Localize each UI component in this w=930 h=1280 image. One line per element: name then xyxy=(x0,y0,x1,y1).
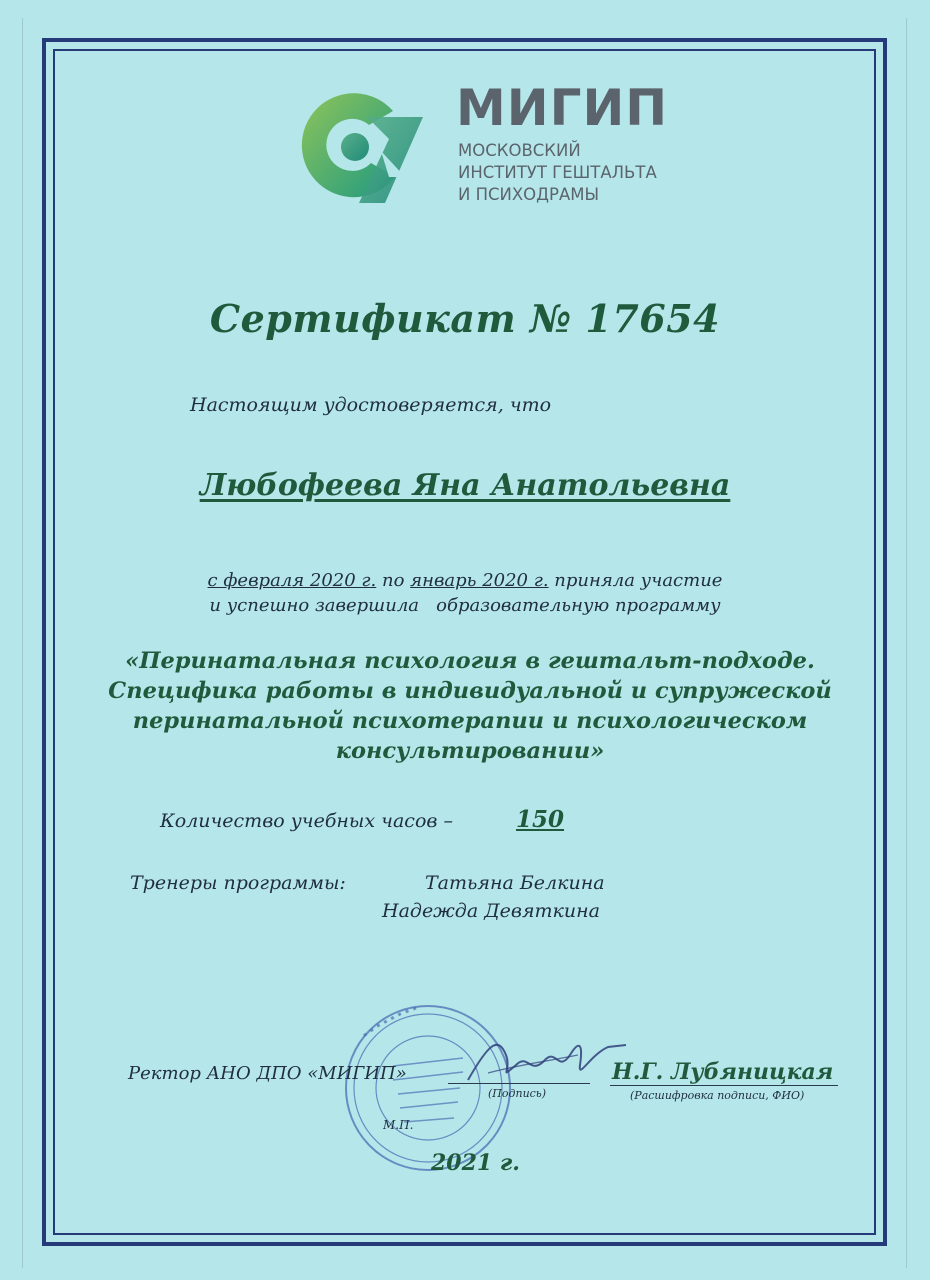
period-from: с февраля 2020 г. xyxy=(207,570,377,591)
program-title: «Перинатальная психология в гештальт-подходе. Специфика работы в индивидуальной и супружеской перинатальной психотерапии и психологическом консультировании» xyxy=(108,648,832,764)
stamp-place-label: М.П. xyxy=(383,1118,414,1132)
recipient-name-text: Любофеева Яна Анатольевна xyxy=(199,468,731,503)
period-tail: приняла участие xyxy=(554,570,723,591)
handwritten-signature xyxy=(458,1025,628,1095)
issue-year: 2021 г. xyxy=(431,1150,520,1176)
certifies-text: Настоящим удостоверяется, что xyxy=(190,394,552,416)
recipient-name xyxy=(0,468,930,503)
hours-label: Количество учебных часов – xyxy=(160,810,453,832)
signer-name: Н.Г. Лубяницкая xyxy=(612,1059,834,1085)
logo-subtitle-line: И ПСИХОДРАМЫ xyxy=(458,185,600,204)
period-line-2: и успешно завершила образовательную программу xyxy=(209,595,721,616)
migip-logo-icon xyxy=(285,77,425,217)
logo-subtitle-line: ИНСТИТУТ ГЕШТАЛЬТА xyxy=(458,163,657,182)
period-line-1 xyxy=(0,568,930,593)
signer-underline xyxy=(610,1085,838,1086)
logo-subtitle xyxy=(458,140,718,206)
hours-value: 150 xyxy=(516,806,565,833)
logo-name: МИГИП xyxy=(456,79,669,137)
trainers-label: Тренеры программы: xyxy=(130,872,346,894)
certificate-title: Сертификат № 17654 xyxy=(209,296,721,341)
signature-line xyxy=(448,1083,590,1084)
signature-caption: (Подпись) xyxy=(488,1087,547,1100)
trainer-name: Татьяна Белкина xyxy=(425,872,605,894)
signer-caption: (Расшифровка подписи, ФИО) xyxy=(630,1089,805,1102)
trainer-name: Надежда Девяткина xyxy=(382,900,600,922)
logo-subtitle-line: МОСКОВСКИЙ xyxy=(458,141,581,160)
period-text xyxy=(0,568,930,618)
period-to: январь 2020 г. xyxy=(410,570,549,591)
rector-label: Ректор АНО ДПО «МИГИП» xyxy=(128,1063,407,1084)
period-mid: по xyxy=(382,570,405,591)
